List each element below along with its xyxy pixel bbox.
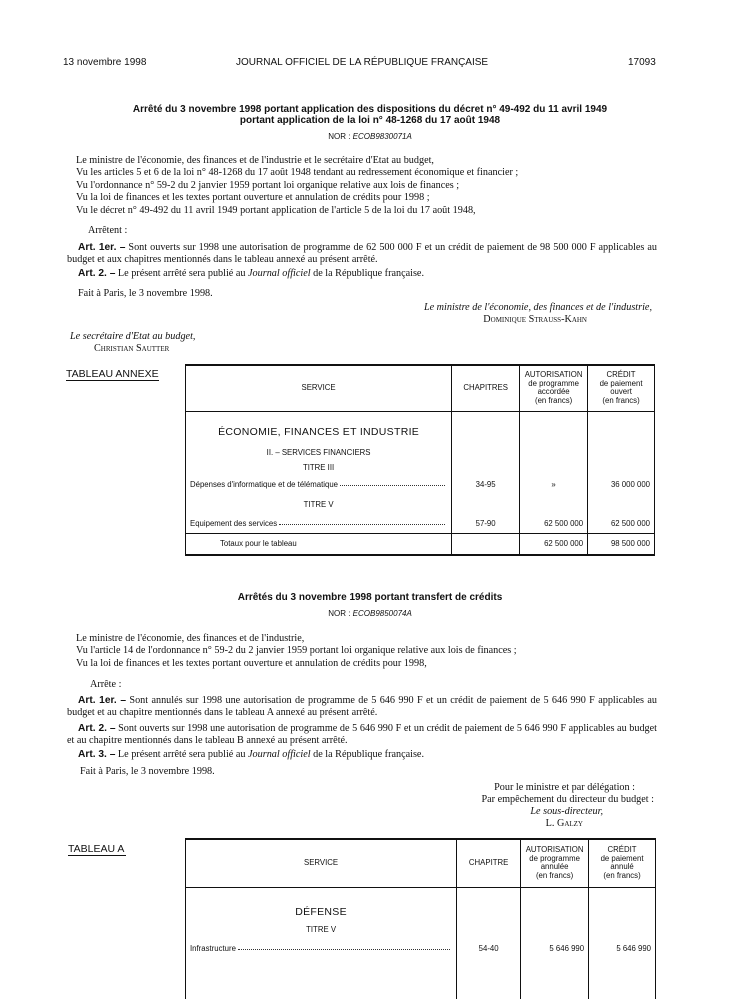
decree2-nor bbox=[60, 609, 680, 618]
decree1-title-line1: Arrêté du 3 novembre 1998 portant application des dispositions du décret n° 49-492 du 11 avril 1949 bbox=[132, 104, 608, 115]
col-cp-line: (en francs) bbox=[602, 395, 640, 405]
table-row bbox=[186, 903, 656, 921]
nor-code: ECOB9830071A bbox=[352, 132, 412, 141]
nor-code: ECOB9850074A bbox=[352, 609, 412, 618]
table1-col-cp bbox=[588, 365, 655, 411]
row-label: Equipement des services bbox=[190, 519, 278, 529]
row-chapter: 54-40 bbox=[457, 937, 521, 959]
table1-titre3: TITRE III bbox=[186, 459, 452, 475]
row-ap: 5 646 990 bbox=[521, 937, 589, 959]
table-row bbox=[186, 475, 655, 493]
table2-col-chapitre: CHAPITRE bbox=[457, 839, 521, 887]
table-row bbox=[186, 515, 655, 533]
decree1-title-line2: portant application de la loi n° 48-1268 du 17 août 1948 bbox=[239, 115, 501, 126]
preamble-line: Le ministre de l'économie, des finances et de l'industrie, bbox=[76, 633, 305, 644]
journal-officiel-ref: Journal officiel bbox=[248, 749, 311, 760]
preamble-line: Vu l'article 14 de l'ordonnance n° 59-2 du 2 janvier 1959 portant loi organique relative aux lois de finances ; bbox=[76, 645, 517, 657]
row-chapter: 34-95 bbox=[452, 475, 520, 493]
delegation-line1: Pour le ministre et par délégation : bbox=[494, 782, 635, 793]
table1-row2-label-cell bbox=[186, 515, 452, 533]
table-row bbox=[186, 493, 655, 515]
preamble-line: Le ministre de l'économie, des finances et de l'industrie et le secrétaire d'Etat au budget, bbox=[76, 155, 434, 166]
article1-label: Art. 1er. – bbox=[78, 695, 127, 706]
col-cp-line: (en francs) bbox=[603, 870, 641, 880]
row-ap: 62 500 000 bbox=[520, 515, 588, 533]
article3-label: Art. 3. – bbox=[78, 749, 116, 760]
table2-label: TABLEAU A bbox=[68, 843, 125, 855]
decree2-title: Arrêtés du 3 novembre 1998 portant transfert de crédits bbox=[237, 592, 503, 603]
col-cp-line: de paiement bbox=[600, 853, 644, 863]
col-cp-line: de paiement bbox=[599, 378, 643, 388]
header-date: 13 novembre 1998 bbox=[63, 57, 147, 68]
minister-title: Le ministre de l'économie, des finances et de l'industrie, bbox=[423, 302, 652, 313]
table1-label: TABLEAU ANNEXE bbox=[66, 368, 159, 380]
table2-ministry: DÉFENSE bbox=[186, 903, 457, 921]
row-ap: » bbox=[520, 475, 588, 493]
article3-text-end: de la République française. bbox=[313, 749, 424, 760]
table1-row1-label-cell bbox=[186, 475, 452, 493]
table-row bbox=[186, 445, 655, 459]
row-label: Dépenses d'informatique et de télématique bbox=[190, 479, 338, 489]
table2-row1-label-cell bbox=[186, 937, 457, 959]
header-page-number: 17093 bbox=[628, 57, 656, 68]
decree1-title bbox=[60, 104, 680, 126]
article2-text: Sont ouverts sur 1998 une autorisation de programme de 5 646 990 F et un crédit de paiement de 5 646 990 F applicables au budget et au chapitre mentionnés dans le tableau B annexé au présent arrêté. bbox=[67, 723, 658, 747]
table-row bbox=[186, 921, 656, 937]
preamble-line: Vu la loi de finances et les textes portant ouverture et annulation de crédits pour 1998 ; bbox=[76, 192, 430, 204]
col-cp-line: CRÉDIT bbox=[606, 370, 636, 380]
table2-header-row bbox=[186, 839, 656, 887]
secretary-title: Le secrétaire d'Etat au budget, bbox=[70, 331, 196, 342]
sous-directeur-title: Le sous-directeur, bbox=[530, 806, 603, 817]
article1-label: Art. 1er. – bbox=[78, 242, 126, 253]
decree1-arretent: Arrêtent : bbox=[88, 225, 128, 236]
table2 bbox=[185, 838, 656, 999]
table1 bbox=[185, 364, 655, 556]
article1-text: Sont annulés sur 1998 une autorisation de programme de 5 646 990 F et un crédit de paiement de 5 646 990 F applicables au budget et au chapitre mentionnés dans le tableau A annexé au présent arrêté. bbox=[67, 695, 657, 719]
decree2-arrete: Arrête : bbox=[90, 679, 122, 690]
total-cp: 98 500 000 bbox=[588, 533, 655, 555]
col-cp-line: CRÉDIT bbox=[607, 845, 637, 855]
journal-officiel-ref: Journal officiel bbox=[248, 268, 311, 279]
col-ap-line: accordée bbox=[537, 387, 570, 397]
nor-label: NOR : bbox=[328, 609, 351, 618]
table-row bbox=[186, 419, 655, 445]
row-cp: 5 646 990 bbox=[589, 937, 656, 959]
article2-text: Le présent arrêté sera publié au bbox=[117, 268, 246, 279]
article1-text: Sont ouverts sur 1998 une autorisation de programme de 62 500 000 F et un crédit de paiement de 98 500 000 F applicables au budget et aux chapitres mentionnés dans le tableau annexé au présent arrêté. bbox=[67, 242, 658, 266]
minister-name: Dominique Strauss-Kahn bbox=[483, 314, 587, 325]
col-ap-line: AUTORISATION bbox=[525, 845, 584, 855]
row-chapter: 57-90 bbox=[452, 515, 520, 533]
total-ap: 62 500 000 bbox=[520, 533, 588, 555]
table1-total-row bbox=[186, 533, 655, 555]
total-label: Totaux pour le tableau bbox=[186, 533, 452, 555]
article2-text-end: de la République française. bbox=[313, 268, 424, 279]
row-cp: 36 000 000 bbox=[588, 475, 655, 493]
article3-text: Le présent arrêté sera publié au bbox=[117, 749, 246, 760]
col-ap-line: (en francs) bbox=[534, 395, 573, 405]
row-cp: 62 500 000 bbox=[588, 515, 655, 533]
header-journal-title: JOURNAL OFFICIEL DE LA RÉPUBLIQUE FRANÇAISE bbox=[236, 57, 489, 68]
table1-header-row bbox=[186, 365, 655, 411]
preamble-line: Vu les articles 5 et 6 de la loi n° 48-1268 du 17 août 1948 tendant au redressement économique et financier ; bbox=[76, 167, 519, 179]
decree1-fait: Fait à Paris, le 3 novembre 1998. bbox=[78, 288, 213, 299]
col-cp-line: ouvert bbox=[610, 387, 632, 397]
col-ap-line: de programme bbox=[528, 378, 579, 388]
table1-ministry: ÉCONOMIE, FINANCES ET INDUSTRIE bbox=[186, 419, 452, 445]
article2-label: Art. 2. – bbox=[78, 723, 116, 734]
decree1-preamble bbox=[76, 155, 656, 217]
delegation-line2: Par empêchement du directeur du budget : bbox=[481, 794, 654, 805]
col-ap-line: AUTORISATION bbox=[524, 370, 583, 380]
table1-titre5: TITRE V bbox=[186, 493, 452, 515]
col-ap-line: annulée bbox=[540, 862, 569, 872]
decree2-fait: Fait à Paris, le 3 novembre 1998. bbox=[80, 766, 215, 777]
table2-col-service: SERVICE bbox=[186, 839, 457, 887]
preamble-line: Vu la loi de finances et les textes portant ouverture et annulation de crédits pour 1998, bbox=[76, 657, 427, 669]
col-cp-line: annulé bbox=[610, 862, 634, 872]
col-ap-line: de programme bbox=[529, 853, 580, 863]
table-row bbox=[186, 937, 656, 959]
table1-section: II. – SERVICES FINANCIERS bbox=[186, 445, 452, 459]
table1-col-chapitres: CHAPITRES bbox=[452, 365, 520, 411]
decree1-article1 bbox=[67, 242, 657, 267]
table1-col-ap bbox=[520, 365, 588, 411]
table2-titre5: TITRE V bbox=[186, 921, 457, 937]
preamble-line: Vu le décret n° 49-492 du 11 avril 1949 portant application de l'article 5 de la loi du 17 août 1948, bbox=[76, 204, 476, 216]
decree2-article3 bbox=[67, 749, 657, 761]
col-ap-line: (en francs) bbox=[535, 870, 574, 880]
nor-label: NOR : bbox=[328, 132, 351, 141]
signatory-name: L. Galzy bbox=[545, 818, 583, 829]
decree1-article2 bbox=[67, 268, 657, 280]
table-row bbox=[186, 459, 655, 475]
table1-col-service: SERVICE bbox=[186, 365, 452, 411]
decree2-article2 bbox=[67, 723, 657, 748]
article2-label: Art. 2. – bbox=[78, 268, 116, 279]
decree1-nor bbox=[60, 132, 680, 141]
decree2-article1 bbox=[67, 695, 657, 720]
secretary-name: Christian Sautter bbox=[94, 343, 170, 354]
table2-col-ap bbox=[521, 839, 589, 887]
table2-col-cp bbox=[589, 839, 656, 887]
preamble-line: Vu l'ordonnance n° 59-2 du 2 janvier 1959 portant loi organique relative aux lois de finances ; bbox=[76, 179, 460, 191]
decree2-preamble bbox=[76, 633, 656, 670]
row-label: Infrastructure bbox=[190, 943, 236, 953]
